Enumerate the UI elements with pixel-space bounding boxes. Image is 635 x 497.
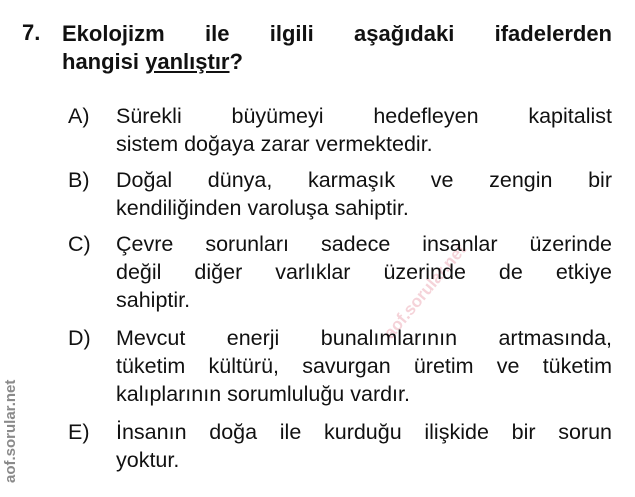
question-prefix: hangisi bbox=[62, 49, 146, 74]
option-line: kalıplarının sorumluluğu vardır. bbox=[116, 382, 410, 406]
option-label: E) bbox=[68, 420, 90, 444]
option-line: tüketim kültürü, savurgan üretim ve tüketim bbox=[116, 354, 612, 378]
question-emphasis: yanlıştır bbox=[145, 49, 230, 74]
option-line: İnsanın doğa ile kurduğu ilişkide bir sorun bbox=[116, 420, 612, 444]
option-line: sistem doğaya zarar vermektedir. bbox=[116, 132, 433, 156]
option-label: B) bbox=[68, 168, 90, 192]
option-line: Mevcut enerji bunalımlarının artmasında, bbox=[116, 326, 612, 350]
option-line: Çevre sorunları sadece insanlar üzerinde bbox=[116, 232, 612, 256]
question-number: 7. bbox=[22, 20, 41, 45]
side-watermark: aof.sorular.net bbox=[2, 379, 19, 483]
option-line: sahiptir. bbox=[116, 288, 191, 312]
question-line-2 bbox=[62, 48, 612, 76]
option-line: kendiliğinden varoluşa sahiptir. bbox=[116, 196, 409, 220]
question-line-1: Ekolojizm ile ilgili aşağıdaki ifadelerden bbox=[62, 21, 612, 46]
option-line: değil diğer varlıklar üzerinde de etkiye bbox=[116, 260, 612, 284]
option-line: yoktur. bbox=[116, 448, 180, 472]
option-line: Sürekli büyümeyi hedefleyen kapitalist bbox=[116, 104, 612, 128]
option-line: Doğal dünya, karmaşık ve zengin bir bbox=[116, 168, 612, 192]
option-label: D) bbox=[68, 326, 91, 350]
question-suffix: ? bbox=[229, 49, 243, 74]
option-label: A) bbox=[68, 104, 90, 128]
option-label: C) bbox=[68, 232, 91, 256]
diagonal-watermark: aof.sorular.net bbox=[380, 240, 470, 343]
